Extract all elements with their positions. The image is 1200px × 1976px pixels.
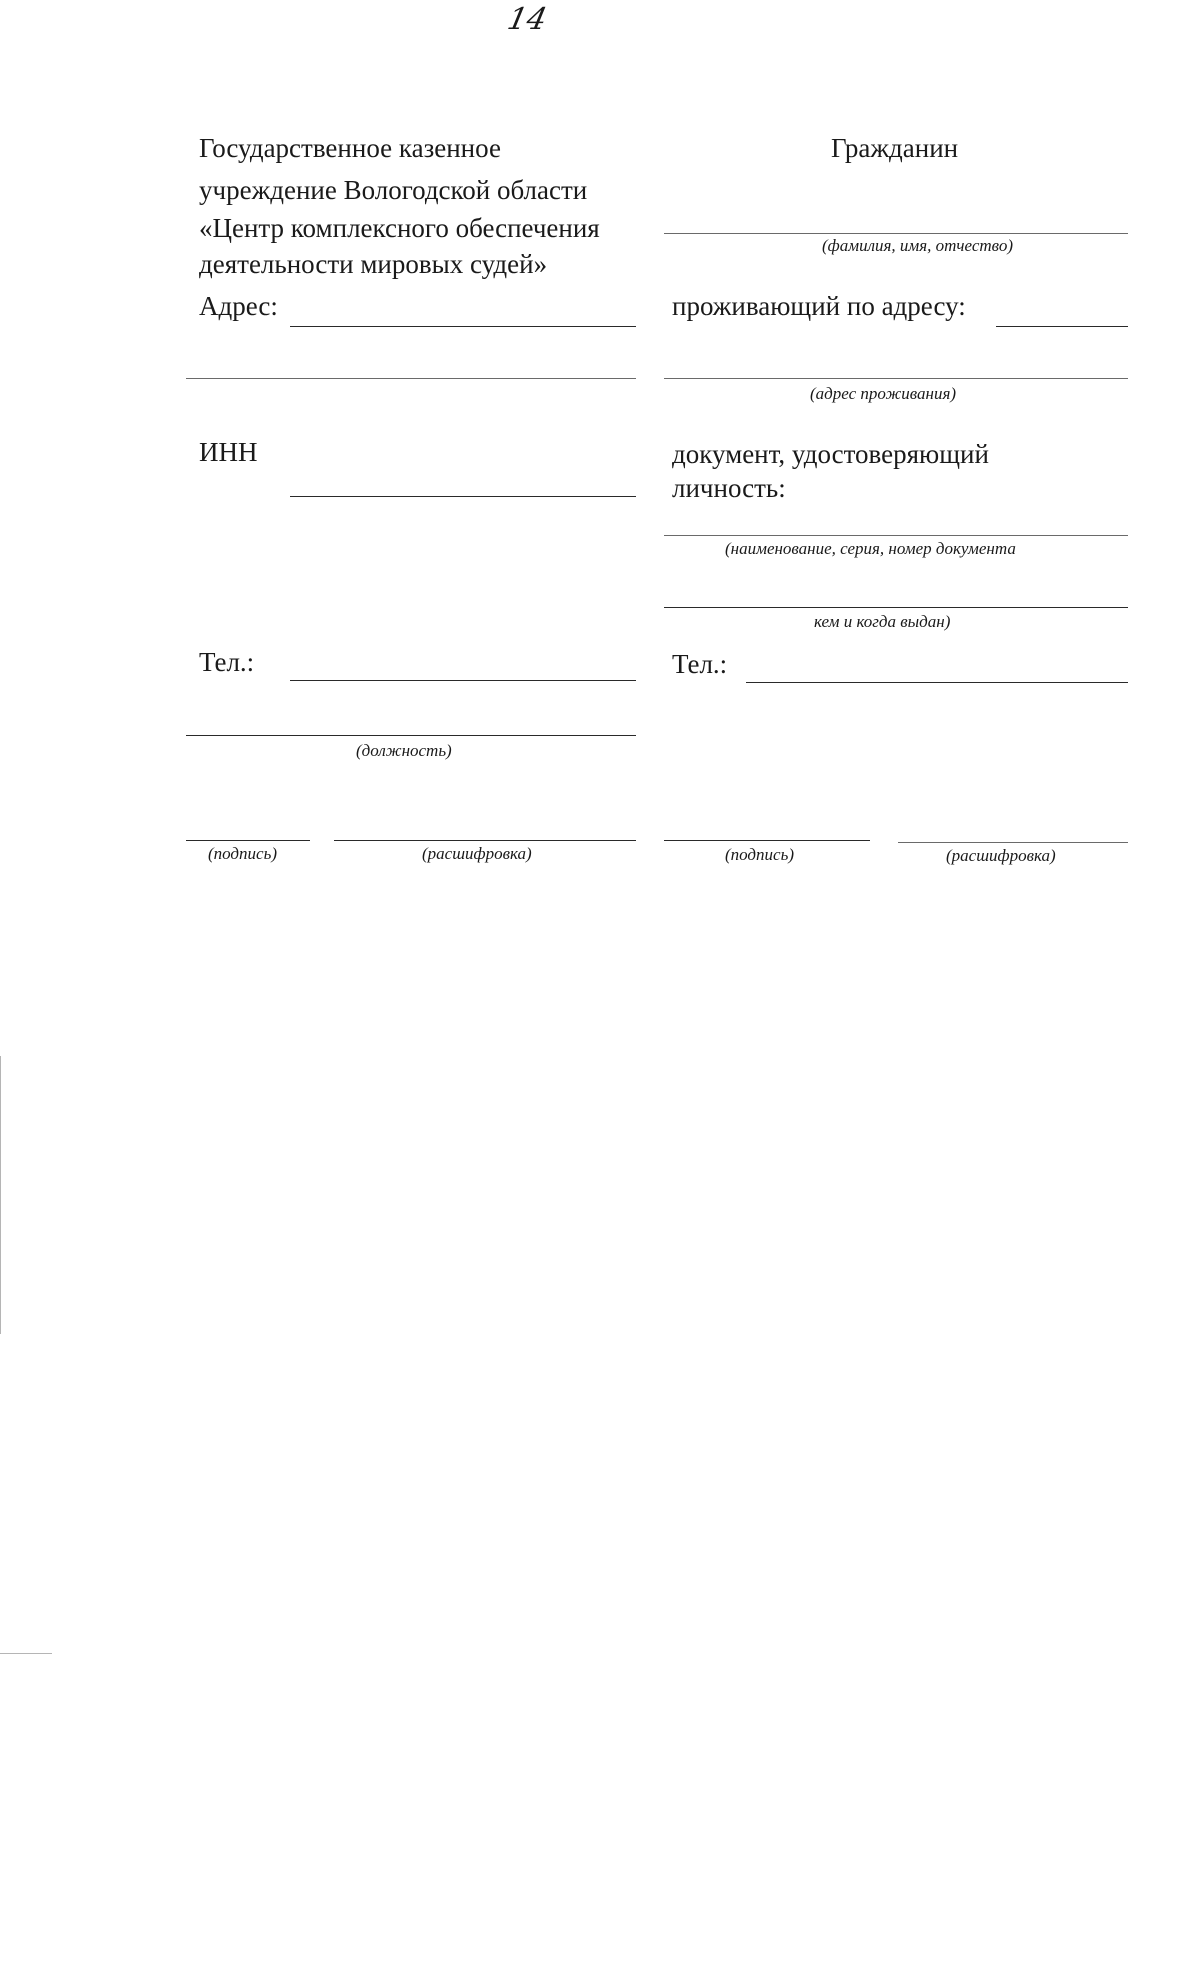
residing-field-line-2[interactable] (664, 378, 1128, 379)
id-document-label-line-2: личность: (672, 473, 786, 503)
left-signature-caption: (подпись) (208, 844, 277, 863)
left-phone-label: Тел.: (199, 647, 255, 677)
residence-address-caption: (адрес проживания) (810, 384, 957, 403)
address-field-line-1[interactable] (290, 326, 636, 327)
left-decoding-line[interactable] (334, 840, 636, 841)
org-name-line-2: учреждение Вологодской области (199, 175, 588, 205)
org-name-line-1: Государственное казенное (199, 133, 501, 163)
issued-field-line[interactable] (664, 607, 1128, 608)
address-field-line-2[interactable] (186, 378, 636, 379)
citizen-name-field-line[interactable] (664, 233, 1128, 234)
right-decoding-caption: (расшифровка) (946, 846, 1056, 865)
right-signature-caption: (подпись) (725, 845, 794, 864)
inn-field-line[interactable] (290, 496, 636, 497)
right-decoding-line[interactable] (898, 842, 1128, 843)
position-caption: (должность) (356, 741, 452, 760)
residing-label: проживающий по адресу: (672, 291, 966, 321)
left-signature-line[interactable] (186, 840, 310, 841)
citizen-title: Гражданин (831, 133, 959, 163)
org-name-line-4: деятельности мировых судей» (199, 249, 548, 279)
scan-edge-mark-vertical (0, 1056, 1, 1334)
document-caption: (наименование, серия, номер документа (725, 539, 1016, 558)
inn-label: ИНН (199, 437, 258, 467)
issued-caption: кем и когда выдан) (814, 612, 951, 631)
right-phone-field-line[interactable] (746, 682, 1128, 683)
document-field-line[interactable] (664, 535, 1128, 536)
id-document-label-line-1: документ, удостоверяющий (672, 439, 989, 469)
residing-field-line-1[interactable] (996, 326, 1128, 327)
page-number: 14 (504, 2, 550, 37)
scan-edge-mark-horizontal (0, 1653, 52, 1654)
citizen-name-caption: (фамилия, имя, отчество) (822, 236, 1013, 255)
right-signature-line[interactable] (664, 840, 870, 841)
right-phone-label: Тел.: (672, 649, 728, 679)
position-field-line[interactable] (186, 735, 636, 736)
left-phone-field-line[interactable] (290, 680, 636, 681)
address-label: Адрес: (199, 291, 278, 321)
org-name-line-3: «Центр комплексного обеспечения (199, 213, 600, 243)
left-decoding-caption: (расшифровка) (422, 844, 532, 863)
